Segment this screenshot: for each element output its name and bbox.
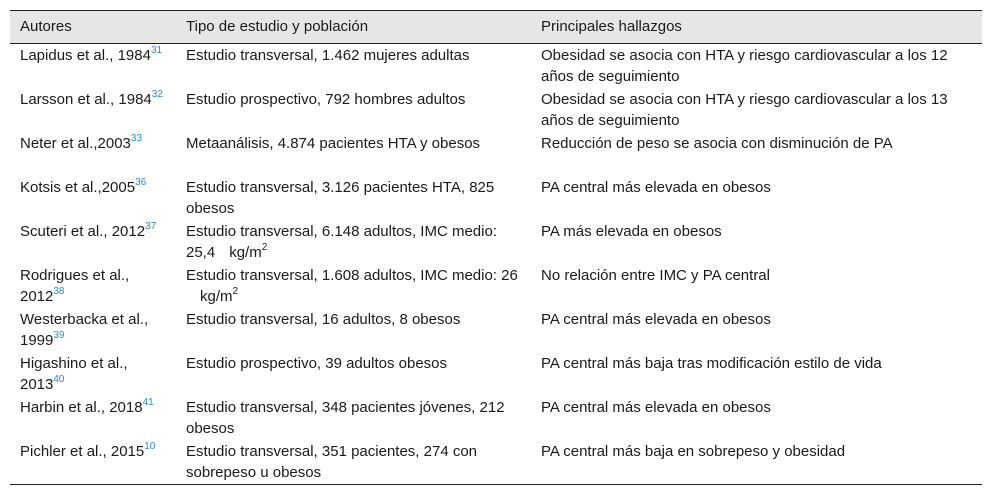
author-name: Scuteri et al., 2012 (20, 223, 146, 240)
study-text: Estudio transversal, 1.462 mujeres adultas (186, 47, 470, 64)
header-findings: Principales hallazgos (531, 11, 982, 44)
table-row (10, 440, 982, 485)
table-row (10, 44, 982, 89)
unit-exponent: 2 (232, 286, 239, 297)
study-cell (176, 132, 531, 176)
reference-link[interactable]: 37 (145, 221, 157, 232)
study-text: Estudio transversal, 351 pacientes, 274 con sobrepeso u obesos (186, 443, 478, 481)
findings-cell: Obesidad se asocia con HTA y riesgo cardiovascular a los 12 años de seguimiento (541, 47, 948, 85)
reference-link[interactable]: 39 (53, 330, 65, 341)
reference-link[interactable]: 40 (53, 374, 65, 385)
table-header-row (10, 11, 982, 44)
author-name: Lapidus et al., 1984 (20, 47, 151, 64)
author-name: Higashino et al., 2013 (20, 355, 128, 393)
author-cell (10, 176, 176, 220)
unit-text: kg/m (200, 288, 233, 305)
table-row (10, 308, 982, 352)
findings-cell: PA central más elevada en obesos (541, 311, 771, 328)
table-body (10, 44, 982, 485)
author-cell (10, 440, 176, 485)
author-name: Pichler et al., 2015 (20, 443, 145, 460)
study-text: Estudio transversal, 3.126 pacientes HTA, 825 obesos (186, 179, 495, 217)
study-cell (176, 88, 531, 132)
reference-link[interactable]: 38 (53, 286, 65, 297)
author-name: Larsson et al., 1984 (20, 91, 152, 108)
author-cell (10, 44, 176, 89)
study-cell (176, 264, 531, 308)
study-text: Estudio prospectivo, 39 adultos obesos (186, 355, 447, 372)
findings-cell: PA central más baja tras modificación estilo de vida (541, 355, 882, 372)
table-row (10, 88, 982, 132)
study-cell (176, 352, 531, 396)
findings-cell: No relación entre IMC y PA central (541, 267, 770, 284)
author-cell (10, 352, 176, 396)
study-cell (176, 440, 531, 485)
study-cell (176, 396, 531, 440)
study-text: Estudio transversal, 348 pacientes jóvenes, 212 obesos (186, 399, 505, 437)
study-text: Estudio transversal, 16 adultos, 8 obesos (186, 311, 461, 328)
unit-exponent: 2 (261, 242, 268, 253)
reference-link[interactable]: 33 (130, 133, 143, 144)
study-text: Metaanálisis, 4.874 pacientes HTA y obesos (186, 135, 481, 152)
author-name: Westerbacka et al., 1999 (20, 311, 149, 349)
study-text: Estudio transversal, 1.608 adultos, IMC medio: 26 (186, 267, 518, 284)
table-row (10, 264, 982, 308)
reference-link[interactable]: 41 (142, 397, 154, 408)
findings-cell: PA central más elevada en obesos (541, 399, 771, 416)
author-cell (10, 132, 176, 176)
table-row (10, 132, 982, 176)
table-row (10, 352, 982, 396)
table-container (10, 10, 982, 485)
study-text: Estudio prospectivo, 792 hombres adultos (186, 91, 466, 108)
findings-cell: PA central más elevada en obesos (541, 179, 771, 196)
author-cell (10, 264, 176, 308)
study-cell (176, 220, 531, 264)
author-cell (10, 220, 176, 264)
table-row (10, 176, 982, 220)
author-name: Kotsis et al.,2005 (20, 179, 136, 196)
reference-link[interactable]: 32 (151, 89, 163, 100)
author-name: Harbin et al., 2018 (20, 399, 143, 416)
author-cell (10, 308, 176, 352)
table-row (10, 396, 982, 440)
findings-cell: PA central más baja en sobrepeso y obesidad (531, 440, 982, 485)
study-cell (176, 44, 531, 89)
study-cell (176, 176, 531, 220)
findings-cell: Obesidad se asocia con HTA y riesgo cardiovascular a los 13 años de seguimiento (541, 91, 948, 129)
reference-link[interactable]: 36 (135, 177, 147, 188)
author-name: Neter et al.,2003 (20, 135, 131, 152)
study-text: Estudio transversal, 6.148 adultos, IMC medio: 25,4 (186, 223, 497, 261)
author-cell (10, 396, 176, 440)
table-row (10, 220, 982, 264)
studies-table (10, 10, 982, 485)
author-cell (10, 88, 176, 132)
header-study: Tipo de estudio y población (176, 11, 531, 44)
findings-cell: Reducción de peso se asocia con disminución de PA (541, 135, 893, 152)
author-name: Rodrigues et al., 2012 (20, 267, 130, 305)
study-cell (176, 308, 531, 352)
unit-text: kg/m (229, 244, 262, 261)
reference-link[interactable]: 10 (144, 441, 156, 452)
findings-cell: PA más elevada en obesos (541, 223, 722, 240)
reference-link[interactable]: 31 (150, 45, 163, 56)
header-authors: Autores (10, 11, 176, 44)
